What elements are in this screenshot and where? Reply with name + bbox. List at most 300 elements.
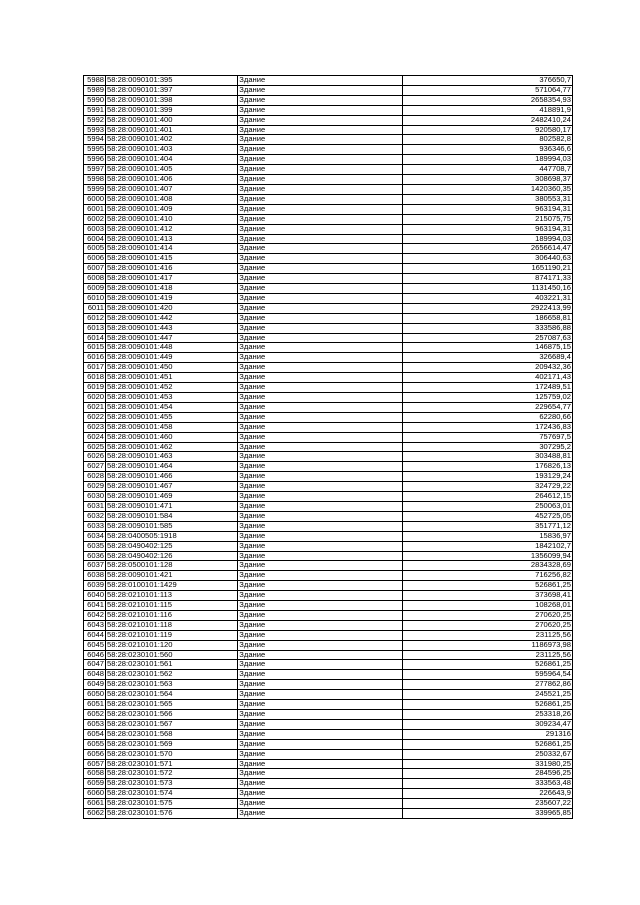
cadastral-value-cell: 757697,5 xyxy=(402,432,572,442)
object-type-cell: Здание xyxy=(238,710,402,720)
row-number-cell: 6000 xyxy=(84,194,106,204)
cadastral-number-cell: 58:28:0090101:452 xyxy=(106,383,238,393)
object-type-cell: Здание xyxy=(238,313,402,323)
cadastral-number-cell: 58:28:0090101:471 xyxy=(106,501,238,511)
cadastral-number-cell: 58:28:0090101:406 xyxy=(106,175,238,185)
cadastral-number-cell: 58:28:0100101:1429 xyxy=(106,581,238,591)
cadastral-value-cell: 193129,24 xyxy=(402,472,572,482)
object-type-cell: Здание xyxy=(238,620,402,630)
row-number-cell: 6035 xyxy=(84,541,106,551)
object-type-cell: Здание xyxy=(238,303,402,313)
cadastral-value-cell: 306440,63 xyxy=(402,254,572,264)
object-type-cell: Здание xyxy=(238,155,402,165)
row-number-cell: 6008 xyxy=(84,274,106,284)
table-row xyxy=(84,264,573,274)
cadastral-value-cell: 526861,25 xyxy=(402,660,572,670)
cadastral-value-cell: 125759,02 xyxy=(402,393,572,403)
object-type-cell: Здание xyxy=(238,640,402,650)
table-row xyxy=(84,492,573,502)
table-row xyxy=(84,640,573,650)
object-type-cell: Здание xyxy=(238,700,402,710)
cadastral-number-cell: 58:28:0230101:564 xyxy=(106,690,238,700)
table-row xyxy=(84,293,573,303)
cadastral-value-cell: 936346,6 xyxy=(402,145,572,155)
cadastral-number-cell: 58:28:0090101:415 xyxy=(106,254,238,264)
row-number-cell: 6016 xyxy=(84,353,106,363)
cadastral-value-cell: 1131450,16 xyxy=(402,284,572,294)
cadastral-number-cell: 58:28:0090101:401 xyxy=(106,125,238,135)
row-number-cell: 5999 xyxy=(84,184,106,194)
table-row xyxy=(84,422,573,432)
row-number-cell: 6032 xyxy=(84,511,106,521)
cadastral-value-cell: 380553,31 xyxy=(402,194,572,204)
row-number-cell: 6051 xyxy=(84,700,106,710)
object-type-cell: Здание xyxy=(238,482,402,492)
cadastral-value-cell: 874171,33 xyxy=(402,274,572,284)
cadastral-value-cell: 351771,12 xyxy=(402,521,572,531)
table-row xyxy=(84,719,573,729)
object-type-cell: Здание xyxy=(238,363,402,373)
row-number-cell: 6026 xyxy=(84,452,106,462)
row-number-cell: 6013 xyxy=(84,323,106,333)
cadastral-number-cell: 58:28:0090101:405 xyxy=(106,165,238,175)
table-row xyxy=(84,284,573,294)
row-number-cell: 5998 xyxy=(84,175,106,185)
object-type-cell: Здание xyxy=(238,531,402,541)
cadastral-value-cell: 339965,85 xyxy=(402,809,572,819)
table-row xyxy=(84,729,573,739)
table-row xyxy=(84,95,573,105)
cadastral-value-cell: 189994,03 xyxy=(402,155,572,165)
cadastral-number-cell: 58:28:0090101:416 xyxy=(106,264,238,274)
object-type-cell: Здание xyxy=(238,650,402,660)
table-row xyxy=(84,175,573,185)
row-number-cell: 5988 xyxy=(84,76,106,86)
object-type-cell: Здание xyxy=(238,630,402,640)
table-row xyxy=(84,402,573,412)
cadastral-number-cell: 58:28:0230101:574 xyxy=(106,789,238,799)
row-number-cell: 6060 xyxy=(84,789,106,799)
row-number-cell: 6017 xyxy=(84,363,106,373)
object-type-cell: Здание xyxy=(238,234,402,244)
row-number-cell: 6028 xyxy=(84,472,106,482)
cadastral-number-cell: 58:28:0090101:449 xyxy=(106,353,238,363)
cadastral-number-cell: 58:28:0230101:566 xyxy=(106,710,238,720)
cadastral-number-cell: 58:28:0230101:571 xyxy=(106,759,238,769)
object-type-cell: Здание xyxy=(238,274,402,284)
cadastral-number-cell: 58:28:0230101:573 xyxy=(106,779,238,789)
table-row xyxy=(84,521,573,531)
object-type-cell: Здание xyxy=(238,184,402,194)
object-type-cell: Здание xyxy=(238,521,402,531)
row-number-cell: 6020 xyxy=(84,393,106,403)
table-row xyxy=(84,194,573,204)
table-row xyxy=(84,680,573,690)
table-row xyxy=(84,670,573,680)
object-type-cell: Здание xyxy=(238,670,402,680)
cadastral-value-cell: 62280,66 xyxy=(402,412,572,422)
object-type-cell: Здание xyxy=(238,799,402,809)
object-type-cell: Здание xyxy=(238,76,402,86)
cadastral-value-cell: 333586,88 xyxy=(402,323,572,333)
cadastral-number-cell: 58:28:0210101:113 xyxy=(106,591,238,601)
cadastral-value-cell: 309234,47 xyxy=(402,719,572,729)
cadastral-value-cell: 172436,83 xyxy=(402,422,572,432)
object-type-cell: Здание xyxy=(238,551,402,561)
cadastral-value-cell: 270620,25 xyxy=(402,620,572,630)
cadastral-number-cell: 58:28:0230101:569 xyxy=(106,739,238,749)
cadastral-value-cell: 215075,75 xyxy=(402,214,572,224)
cadastral-value-cell: 172489,51 xyxy=(402,383,572,393)
cadastral-number-cell: 58:28:0090101:398 xyxy=(106,95,238,105)
registry-table-body xyxy=(84,76,573,819)
object-type-cell: Здание xyxy=(238,402,402,412)
row-number-cell: 6019 xyxy=(84,383,106,393)
cadastral-value-cell: 231125,56 xyxy=(402,630,572,640)
object-type-cell: Здание xyxy=(238,145,402,155)
object-type-cell: Здание xyxy=(238,264,402,274)
cadastral-value-cell: 270620,25 xyxy=(402,610,572,620)
row-number-cell: 5996 xyxy=(84,155,106,165)
cadastral-number-cell: 58:28:0090101:399 xyxy=(106,105,238,115)
cadastral-value-cell: 308698,37 xyxy=(402,175,572,185)
cadastral-value-cell: 376650,7 xyxy=(402,76,572,86)
row-number-cell: 6046 xyxy=(84,650,106,660)
object-type-cell: Здание xyxy=(238,719,402,729)
object-type-cell: Здание xyxy=(238,353,402,363)
row-number-cell: 6024 xyxy=(84,432,106,442)
row-number-cell: 6040 xyxy=(84,591,106,601)
object-type-cell: Здание xyxy=(238,749,402,759)
cadastral-value-cell: 324729,22 xyxy=(402,482,572,492)
object-type-cell: Здание xyxy=(238,115,402,125)
cadastral-value-cell: 176826,13 xyxy=(402,462,572,472)
object-type-cell: Здание xyxy=(238,244,402,254)
object-type-cell: Здание xyxy=(238,561,402,571)
cadastral-number-cell: 58:28:0210101:116 xyxy=(106,610,238,620)
cadastral-number-cell: 58:28:0090101:412 xyxy=(106,224,238,234)
row-number-cell: 5995 xyxy=(84,145,106,155)
table-row xyxy=(84,749,573,759)
table-row xyxy=(84,571,573,581)
cadastral-value-cell: 331980,25 xyxy=(402,759,572,769)
row-number-cell: 6001 xyxy=(84,204,106,214)
table-row xyxy=(84,462,573,472)
table-row xyxy=(84,541,573,551)
cadastral-value-cell: 963194,31 xyxy=(402,224,572,234)
cadastral-value-cell: 307295,2 xyxy=(402,442,572,452)
table-row xyxy=(84,610,573,620)
object-type-cell: Здание xyxy=(238,284,402,294)
row-number-cell: 6049 xyxy=(84,680,106,690)
row-number-cell: 6039 xyxy=(84,581,106,591)
object-type-cell: Здание xyxy=(238,125,402,135)
cadastral-number-cell: 58:28:0090101:463 xyxy=(106,452,238,462)
object-type-cell: Здание xyxy=(238,591,402,601)
object-type-cell: Здание xyxy=(238,511,402,521)
table-row xyxy=(84,343,573,353)
cadastral-value-cell: 447708,7 xyxy=(402,165,572,175)
cadastral-number-cell: 58:28:0210101:115 xyxy=(106,601,238,611)
cadastral-number-cell: 58:28:0490402:126 xyxy=(106,551,238,561)
row-number-cell: 5991 xyxy=(84,105,106,115)
cadastral-value-cell: 245521,25 xyxy=(402,690,572,700)
table-row xyxy=(84,551,573,561)
row-number-cell: 6057 xyxy=(84,759,106,769)
row-number-cell: 6004 xyxy=(84,234,106,244)
cadastral-number-cell: 58:28:0230101:565 xyxy=(106,700,238,710)
object-type-cell: Здание xyxy=(238,789,402,799)
cadastral-number-cell: 58:28:0090101:409 xyxy=(106,204,238,214)
table-row xyxy=(84,531,573,541)
cadastral-number-cell: 58:28:0090101:417 xyxy=(106,274,238,284)
object-type-cell: Здание xyxy=(238,85,402,95)
table-row xyxy=(84,165,573,175)
table-row xyxy=(84,303,573,313)
table-row xyxy=(84,373,573,383)
cadastral-value-cell: 108268,01 xyxy=(402,601,572,611)
row-number-cell: 6037 xyxy=(84,561,106,571)
cadastral-number-cell: 58:28:0090101:469 xyxy=(106,492,238,502)
object-type-cell: Здание xyxy=(238,610,402,620)
table-row xyxy=(84,739,573,749)
table-row xyxy=(84,234,573,244)
table-row xyxy=(84,442,573,452)
object-type-cell: Здание xyxy=(238,194,402,204)
row-number-cell: 6007 xyxy=(84,264,106,274)
object-type-cell: Здание xyxy=(238,412,402,422)
object-type-cell: Здание xyxy=(238,739,402,749)
cadastral-value-cell: 229654,77 xyxy=(402,402,572,412)
table-row xyxy=(84,809,573,819)
cadastral-number-cell: 58:28:0090101:414 xyxy=(106,244,238,254)
cadastral-number-cell: 58:28:0090101:458 xyxy=(106,422,238,432)
row-number-cell: 6023 xyxy=(84,422,106,432)
object-type-cell: Здание xyxy=(238,373,402,383)
table-row xyxy=(84,76,573,86)
row-number-cell: 6003 xyxy=(84,224,106,234)
cadastral-value-cell: 186658,81 xyxy=(402,313,572,323)
table-row xyxy=(84,254,573,264)
row-number-cell: 6011 xyxy=(84,303,106,313)
cadastral-number-cell: 58:28:0090101:453 xyxy=(106,393,238,403)
cadastral-number-cell: 58:28:0230101:563 xyxy=(106,680,238,690)
table-row xyxy=(84,591,573,601)
cadastral-number-cell: 58:28:0090101:442 xyxy=(106,313,238,323)
cadastral-number-cell: 58:28:0090101:464 xyxy=(106,462,238,472)
cadastral-number-cell: 58:28:0230101:575 xyxy=(106,799,238,809)
table-row xyxy=(84,561,573,571)
cadastral-number-cell: 58:28:0090101:467 xyxy=(106,482,238,492)
cadastral-value-cell: 253318,26 xyxy=(402,710,572,720)
cadastral-number-cell: 58:28:0400505:1918 xyxy=(106,531,238,541)
table-row xyxy=(84,620,573,630)
row-number-cell: 6062 xyxy=(84,809,106,819)
row-number-cell: 6006 xyxy=(84,254,106,264)
table-row xyxy=(84,363,573,373)
cadastral-number-cell: 58:28:0230101:567 xyxy=(106,719,238,729)
row-number-cell: 6031 xyxy=(84,501,106,511)
object-type-cell: Здание xyxy=(238,224,402,234)
row-number-cell: 6027 xyxy=(84,462,106,472)
table-row xyxy=(84,313,573,323)
table-row xyxy=(84,759,573,769)
object-type-cell: Здание xyxy=(238,541,402,551)
row-number-cell: 6009 xyxy=(84,284,106,294)
row-number-cell: 6045 xyxy=(84,640,106,650)
cadastral-value-cell: 403221,31 xyxy=(402,293,572,303)
row-number-cell: 5993 xyxy=(84,125,106,135)
object-type-cell: Здание xyxy=(238,759,402,769)
object-type-cell: Здание xyxy=(238,343,402,353)
cadastral-number-cell: 58:28:0230101:568 xyxy=(106,729,238,739)
cadastral-number-cell: 58:28:0090101:413 xyxy=(106,234,238,244)
row-number-cell: 6014 xyxy=(84,333,106,343)
cadastral-number-cell: 58:28:0090101:395 xyxy=(106,76,238,86)
cadastral-number-cell: 58:28:0090101:585 xyxy=(106,521,238,531)
cadastral-value-cell: 15836,97 xyxy=(402,531,572,541)
cadastral-number-cell: 58:28:0090101:407 xyxy=(106,184,238,194)
table-row xyxy=(84,511,573,521)
cadastral-number-cell: 58:28:0090101:408 xyxy=(106,194,238,204)
cadastral-value-cell: 526861,25 xyxy=(402,700,572,710)
cadastral-value-cell: 250332,67 xyxy=(402,749,572,759)
table-row xyxy=(84,224,573,234)
cadastral-value-cell: 226643,9 xyxy=(402,789,572,799)
row-number-cell: 6041 xyxy=(84,601,106,611)
object-type-cell: Здание xyxy=(238,135,402,145)
cadastral-value-cell: 373698,41 xyxy=(402,591,572,601)
object-type-cell: Здание xyxy=(238,779,402,789)
row-number-cell: 6052 xyxy=(84,710,106,720)
object-type-cell: Здание xyxy=(238,333,402,343)
object-type-cell: Здание xyxy=(238,492,402,502)
object-type-cell: Здание xyxy=(238,105,402,115)
cadastral-value-cell: 1842102,7 xyxy=(402,541,572,551)
cadastral-number-cell: 58:28:0230101:560 xyxy=(106,650,238,660)
cadastral-number-cell: 58:28:0090101:466 xyxy=(106,472,238,482)
row-number-cell: 6058 xyxy=(84,769,106,779)
table-row xyxy=(84,353,573,363)
table-row xyxy=(84,630,573,640)
object-type-cell: Здание xyxy=(238,323,402,333)
object-type-cell: Здание xyxy=(238,571,402,581)
cadastral-number-cell: 58:28:0230101:562 xyxy=(106,670,238,680)
cadastral-number-cell: 58:28:0090101:462 xyxy=(106,442,238,452)
table-row xyxy=(84,660,573,670)
cadastral-number-cell: 58:28:0090101:455 xyxy=(106,412,238,422)
table-row xyxy=(84,105,573,115)
object-type-cell: Здание xyxy=(238,422,402,432)
object-type-cell: Здание xyxy=(238,452,402,462)
cadastral-number-cell: 58:28:0230101:561 xyxy=(106,660,238,670)
table-row xyxy=(84,472,573,482)
cadastral-value-cell: 1356099,94 xyxy=(402,551,572,561)
row-number-cell: 6034 xyxy=(84,531,106,541)
cadastral-value-cell: 146875,15 xyxy=(402,343,572,353)
row-number-cell: 6015 xyxy=(84,343,106,353)
row-number-cell: 5997 xyxy=(84,165,106,175)
cadastral-number-cell: 58:28:0230101:572 xyxy=(106,769,238,779)
cadastral-value-cell: 2482410,24 xyxy=(402,115,572,125)
cadastral-number-cell: 58:28:0210101:118 xyxy=(106,620,238,630)
object-type-cell: Здание xyxy=(238,165,402,175)
object-type-cell: Здание xyxy=(238,95,402,105)
row-number-cell: 6029 xyxy=(84,482,106,492)
cadastral-value-cell: 963194,31 xyxy=(402,204,572,214)
cadastral-number-cell: 58:28:0090101:584 xyxy=(106,511,238,521)
row-number-cell: 5994 xyxy=(84,135,106,145)
table-row xyxy=(84,393,573,403)
row-number-cell: 6047 xyxy=(84,660,106,670)
cadastral-number-cell: 58:28:0090101:448 xyxy=(106,343,238,353)
cadastral-number-cell: 58:28:0090101:421 xyxy=(106,571,238,581)
cadastral-number-cell: 58:28:0090101:397 xyxy=(106,85,238,95)
table-row xyxy=(84,204,573,214)
cadastral-number-cell: 58:28:0090101:447 xyxy=(106,333,238,343)
table-row xyxy=(84,244,573,254)
cadastral-value-cell: 333563,48 xyxy=(402,779,572,789)
row-number-cell: 6030 xyxy=(84,492,106,502)
row-number-cell: 6056 xyxy=(84,749,106,759)
cadastral-number-cell: 58:28:0090101:418 xyxy=(106,284,238,294)
table-row xyxy=(84,145,573,155)
table-row xyxy=(84,601,573,611)
cadastral-number-cell: 58:28:0090101:400 xyxy=(106,115,238,125)
cadastral-value-cell: 920580,17 xyxy=(402,125,572,135)
cadastral-value-cell: 264612,15 xyxy=(402,492,572,502)
table-row xyxy=(84,412,573,422)
cadastral-number-cell: 58:28:0230101:570 xyxy=(106,749,238,759)
row-number-cell: 6010 xyxy=(84,293,106,303)
cadastral-number-cell: 58:28:0090101:460 xyxy=(106,432,238,442)
cadastral-value-cell: 284596,25 xyxy=(402,769,572,779)
table-row xyxy=(84,700,573,710)
cadastral-number-cell: 58:28:0210101:120 xyxy=(106,640,238,650)
row-number-cell: 6021 xyxy=(84,402,106,412)
row-number-cell: 6050 xyxy=(84,690,106,700)
row-number-cell: 6043 xyxy=(84,620,106,630)
cadastral-value-cell: 526861,25 xyxy=(402,739,572,749)
registry-table xyxy=(83,75,573,819)
cadastral-number-cell: 58:28:0090101:402 xyxy=(106,135,238,145)
table-row xyxy=(84,650,573,660)
object-type-cell: Здание xyxy=(238,680,402,690)
cadastral-value-cell: 402171,43 xyxy=(402,373,572,383)
cadastral-number-cell: 58:28:0090101:420 xyxy=(106,303,238,313)
cadastral-number-cell: 58:28:0500101:128 xyxy=(106,561,238,571)
object-type-cell: Здание xyxy=(238,472,402,482)
table-row xyxy=(84,155,573,165)
row-number-cell: 6002 xyxy=(84,214,106,224)
cadastral-number-cell: 58:28:0090101:419 xyxy=(106,293,238,303)
object-type-cell: Здание xyxy=(238,293,402,303)
cadastral-value-cell: 303488,81 xyxy=(402,452,572,462)
row-number-cell: 6022 xyxy=(84,412,106,422)
row-number-cell: 6036 xyxy=(84,551,106,561)
object-type-cell: Здание xyxy=(238,442,402,452)
object-type-cell: Здание xyxy=(238,393,402,403)
object-type-cell: Здание xyxy=(238,660,402,670)
table-row xyxy=(84,323,573,333)
row-number-cell: 5992 xyxy=(84,115,106,125)
table-row xyxy=(84,135,573,145)
cadastral-value-cell: 189994,03 xyxy=(402,234,572,244)
table-row xyxy=(84,779,573,789)
row-number-cell: 6012 xyxy=(84,313,106,323)
cadastral-value-cell: 1186973,98 xyxy=(402,640,572,650)
table-row xyxy=(84,214,573,224)
